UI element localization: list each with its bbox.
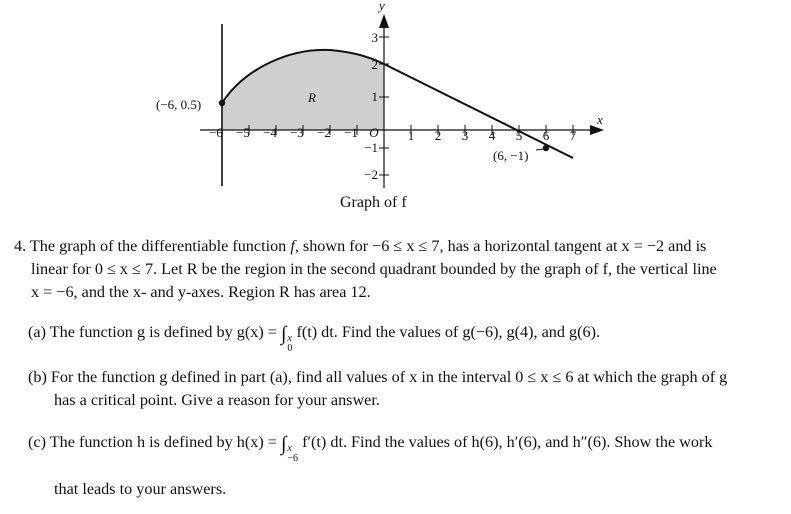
- problem-number: 4.: [14, 237, 27, 255]
- pointer-right: [536, 149, 544, 150]
- part-a-label: (a): [28, 323, 46, 341]
- graph-of-f: [0, 0, 791, 220]
- y-axis-label: y: [379, 0, 385, 13]
- intro-f: f: [290, 237, 295, 255]
- graph-caption: Graph of f: [340, 194, 407, 211]
- intro-line-2: linear for 0 ≤ x ≤ 7. Let R be the region in the second quadrant bounded by the graph of f, the vertical line: [31, 260, 717, 278]
- x-tick-label: −2: [317, 125, 331, 140]
- x-tick-label: 3: [461, 128, 469, 143]
- point-left: [219, 100, 225, 106]
- part-b-text-1: For the function g defined in part (a), find all values of x in the interval 0 ≤ x ≤ 6 at which the graph of g: [50, 368, 728, 386]
- point-right: [543, 145, 549, 151]
- integral-sign-a: ∫: [280, 323, 287, 345]
- x-tick-label: 1: [407, 128, 415, 143]
- part-a-text-2: f(t) dt. Find the values of g(−6), g(4), and g(6).: [292, 323, 601, 341]
- point-left-label: (−6, 0.5): [156, 97, 202, 112]
- region-label: R: [308, 90, 316, 105]
- x-tick-label-origin: O: [369, 125, 379, 140]
- region-r: [222, 50, 384, 130]
- intro-line-3: x = −6, and the x- and y-axes. Region R has area 12.: [31, 283, 371, 301]
- x-tick-label: −1: [344, 125, 358, 140]
- lower-limit-c: −6: [287, 453, 299, 464]
- y-tick-label: 3: [371, 30, 378, 45]
- x-tick-label: −5: [236, 125, 250, 140]
- y-tick-label: 1: [371, 89, 378, 104]
- x-tick-label: −4: [263, 125, 277, 140]
- point-right-label: (6, −1): [493, 148, 529, 163]
- y-tick-label: −1: [364, 140, 378, 155]
- part-b-text-2: has a critical point. Give a reason for your answer.: [54, 391, 380, 409]
- part-c-text-2: f′(t) dt. Find the values of h(6), h′(6), and h″(6). Show the work: [298, 433, 713, 451]
- x-tick-label: 5: [515, 128, 523, 143]
- y-tick-label: 2: [371, 57, 378, 72]
- upper-limit-a: x: [287, 333, 292, 344]
- x-tick-label: 6: [542, 128, 550, 143]
- part-c-text-3: that leads to your answers.: [54, 480, 227, 498]
- integral-sign-c: ∫: [280, 433, 287, 455]
- problem-intro: [14, 235, 774, 304]
- y-axis-arrow-icon: [379, 14, 389, 28]
- part-b-label: (b): [28, 368, 47, 386]
- intro-line-1a: The graph of the differentiable function: [29, 237, 291, 255]
- upper-limit-c: x: [287, 443, 292, 454]
- x-tick-label: 4: [488, 128, 496, 143]
- x-tick-label: −6: [209, 125, 223, 140]
- part-a: [28, 321, 773, 354]
- y-tick-label: −2: [364, 167, 378, 182]
- lower-limit-a: 0: [287, 343, 293, 354]
- x-axis-label: x: [597, 112, 603, 127]
- part-b: [28, 366, 773, 412]
- x-tick-label: −3: [290, 125, 304, 140]
- part-c-label: (c): [28, 433, 46, 451]
- x-tick-label: 2: [434, 128, 442, 143]
- part-a-text-1: The function g is defined by g(x) =: [49, 323, 281, 341]
- x-tick-label: 7: [569, 128, 577, 143]
- part-c: [28, 431, 773, 501]
- intro-line-1b: , shown for −6 ≤ x ≤ 7, has a horizontal tangent at x = −2 and is: [294, 237, 707, 255]
- limits-c: [287, 444, 298, 464]
- part-c-text-1: The function h is defined by h(x) =: [49, 433, 281, 451]
